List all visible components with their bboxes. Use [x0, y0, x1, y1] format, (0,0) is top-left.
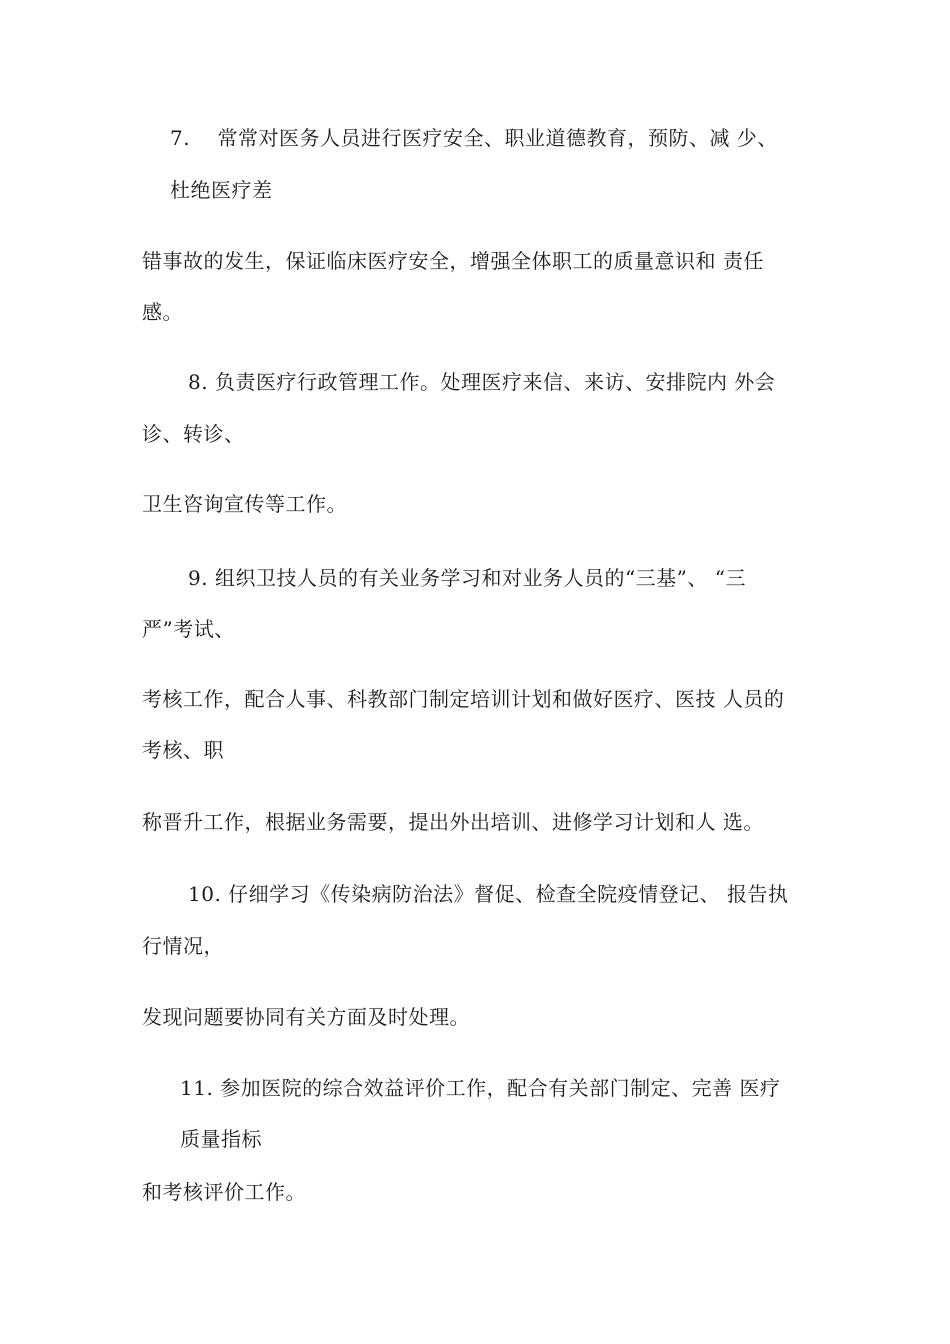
item-9-line-1: 9. 组织卫技人员的有关业务学习和对业务人员的“三基”、 “三	[188, 566, 746, 590]
item-10-line-2: 行情况，	[142, 934, 224, 958]
item-7-line-1: 7. 常常对医务人员进行医疗安全、职业道德教育，预防、减 少、	[170, 126, 778, 150]
item-7-line-4: 感。	[142, 300, 183, 324]
item-7-line-3: 错事故的发生，保证临床医疗安全，增强全体职工的质量意识和 责任	[142, 249, 764, 273]
item-11-line-2: 质量指标	[180, 1127, 262, 1151]
item-11-line-3: 和考核评价工作。	[142, 1180, 306, 1204]
item-9-line-5: 称晋升工作，根据业务需要，提出外出培训、进修学习计划和人 选。	[142, 810, 764, 834]
item-8-line-2: 诊、转诊、	[142, 422, 245, 446]
item-9-line-4: 考核、职	[142, 738, 224, 762]
item-10-line-3: 发现问题要协同有关方面及时处理。	[142, 1005, 470, 1029]
item-8-line-3: 卫生咨询宣传等工作。	[142, 492, 347, 516]
item-11-line-1: 11. 参加医院的综合效益评价工作，配合有关部门制定、完善 医疗	[180, 1076, 781, 1100]
item-9-line-2: 严”考试、	[142, 617, 235, 641]
item-7-line-2: 杜绝医疗差	[170, 178, 273, 202]
item-8-line-1: 8. 负责医疗行政管理工作。处理医疗来信、来访、安排院内 外会	[188, 370, 776, 394]
item-10-line-1: 10. 仔细学习《传染病防治法》督促、检查全院疫情登记、 报告执	[188, 882, 789, 906]
item-9-line-3: 考核工作，配合人事、科教部门制定培训计划和做好医疗、医技 人员的	[142, 687, 785, 711]
